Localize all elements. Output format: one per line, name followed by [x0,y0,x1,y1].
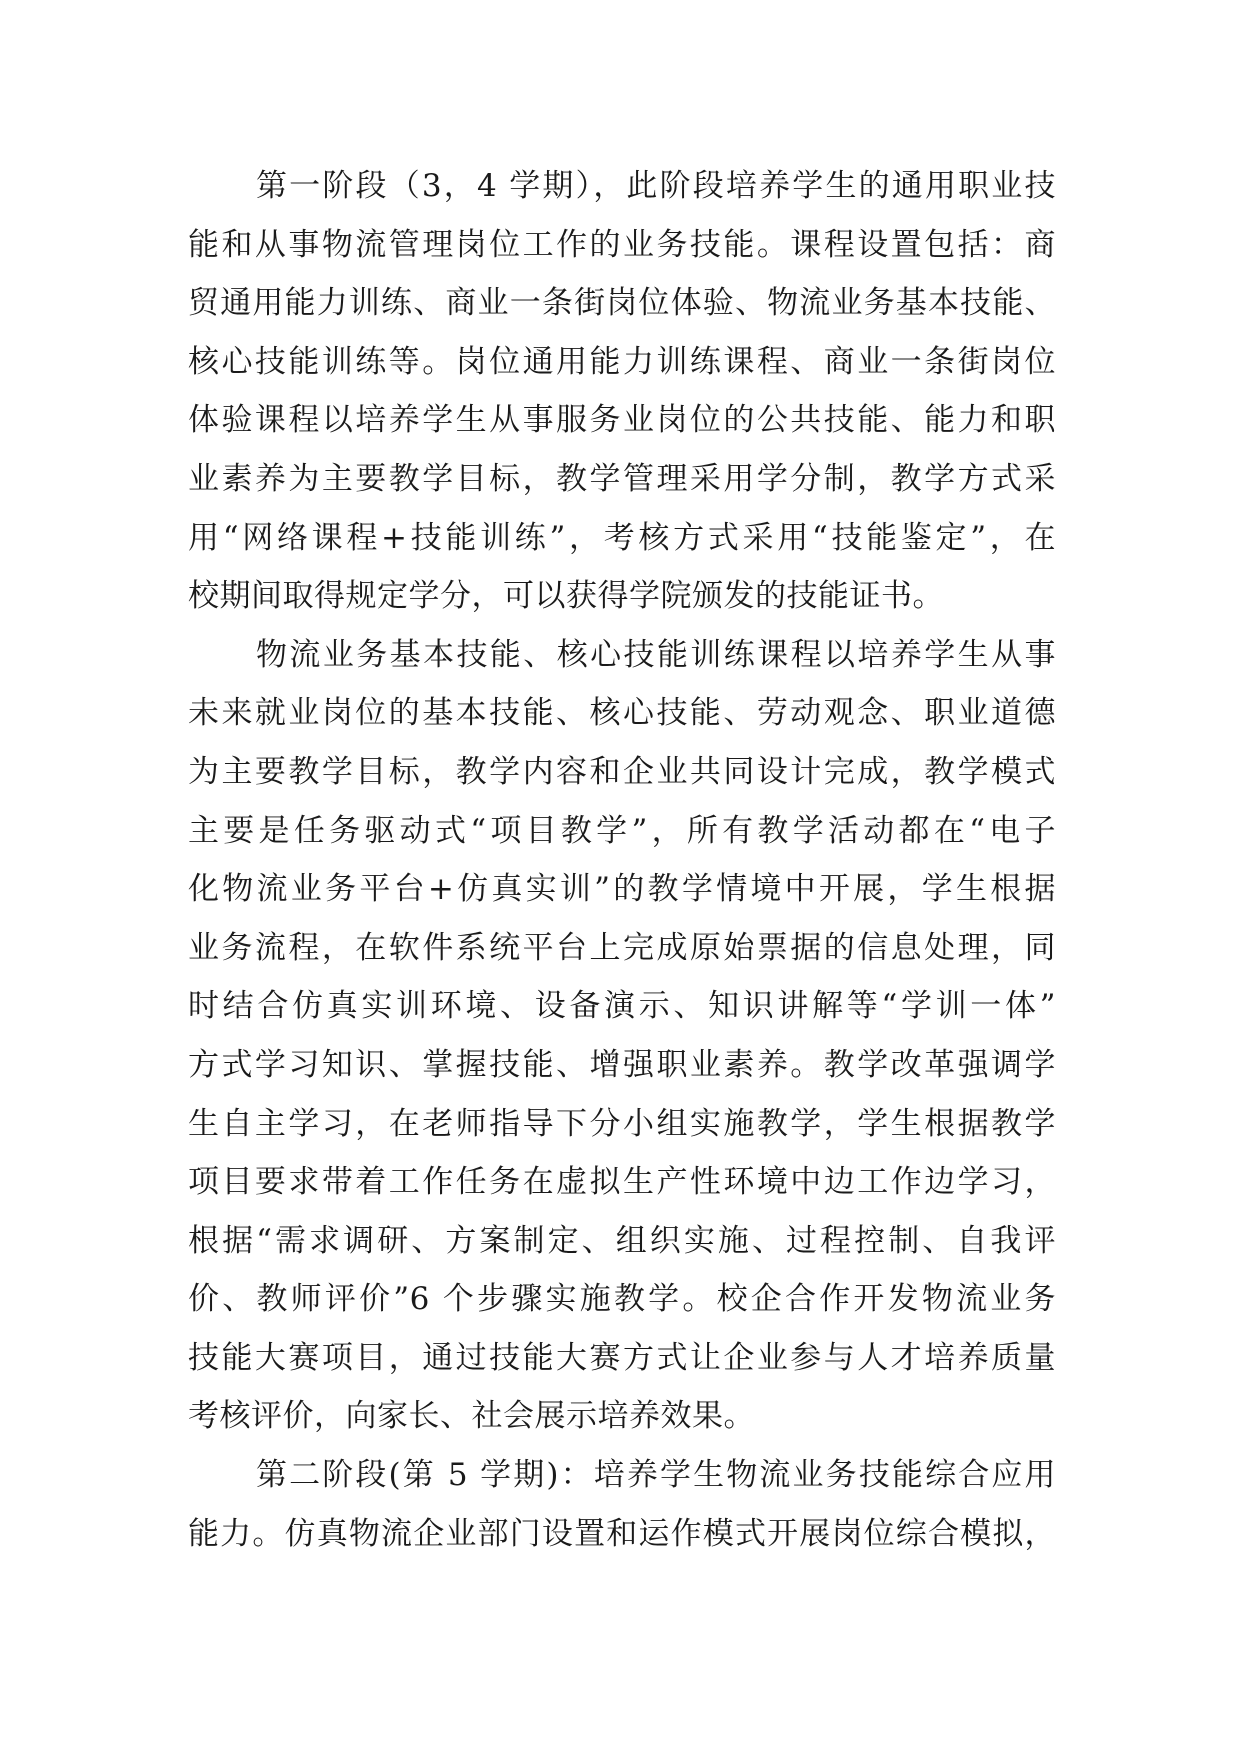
paragraph-3-line-2: 能力。仿真物流企业部门设置和运作模式开展岗位综合模拟， [188,1515,1056,1552]
paragraph-2-line-11: 根据“需求调研、方案制定、组织实施、过程控制、自我评 [188,1222,1056,1259]
paragraph-1-line-8: 校期间取得规定学分，可以获得学院颁发的技能证书。 [188,578,944,615]
paragraph-2-line-8: 方式学习知识、掌握技能、增强职业素养。教学改革强调学 [188,1046,1056,1083]
paragraph-1-line-4: 核心技能训练等。岗位通用能力训练课程、商业一条街岗位 [188,343,1056,380]
paragraph-2-line-14: 考核评价，向家长、社会展示培养效果。 [188,1398,755,1435]
paragraph-2-line-2: 未来就业岗位的基本技能、核心技能、劳动观念、职业道德 [188,695,1056,732]
paragraph-1-line-2: 能和从事物流管理岗位工作的业务技能。课程设置包括：商 [188,226,1056,263]
paragraph-2-line-9: 生自主学习，在老师指导下分小组实施教学，学生根据教学 [188,1105,1056,1142]
paragraph-2-line-13: 技能大赛项目，通过技能大赛方式让企业参与人才培养质量 [188,1339,1056,1376]
paragraph-2-line-6: 业务流程，在软件系统平台上完成原始票据的信息处理，同 [188,929,1056,966]
paragraph-2-line-5: 化物流业务平台+仿真实训”的教学情境中开展，学生根据 [188,871,1056,908]
paragraph-2-line-12: 价、教师评价”6 个步骤实施教学。校企合作开发物流业务 [188,1281,1056,1318]
paragraph-1-line-7: 用“网络课程+技能训练”，考核方式采用“技能鉴定”，在 [188,519,1056,556]
body-text [188,157,1056,1563]
paragraph-1-line-3: 贸通用能力训练、商业一条街岗位体验、物流业务基本技能、 [188,285,1056,322]
paragraph-1-line-5: 体验课程以培养学生从事服务业岗位的公共技能、能力和职 [188,402,1056,439]
paragraph-2-line-1: 物流业务基本技能、核心技能训练课程以培养学生从事 [256,636,1056,673]
paragraph-1-line-1: 第一阶段（3，4 学期），此阶段培养学生的通用职业技 [256,168,1056,204]
paragraph-1-line-6: 业素养为主要教学目标，教学管理采用学分制，教学方式采 [188,460,1056,497]
paragraph-2-line-10: 项目要求带着工作任务在虚拟生产性环境中边工作边学习， [188,1164,1056,1201]
paragraph-3-line-1: 第二阶段(第 5 学期)：培养学生物流业务技能综合应用 [256,1457,1056,1494]
paragraph-2-line-7: 时结合仿真实训环境、设备演示、知识讲解等“学训一体” [188,988,1056,1025]
paragraph-2-line-3: 为主要教学目标，教学内容和企业共同设计完成，教学模式 [188,753,1056,790]
paragraph-2-line-4: 主要是任务驱动式“项目教学”，所有教学活动都在“电子 [188,812,1056,849]
